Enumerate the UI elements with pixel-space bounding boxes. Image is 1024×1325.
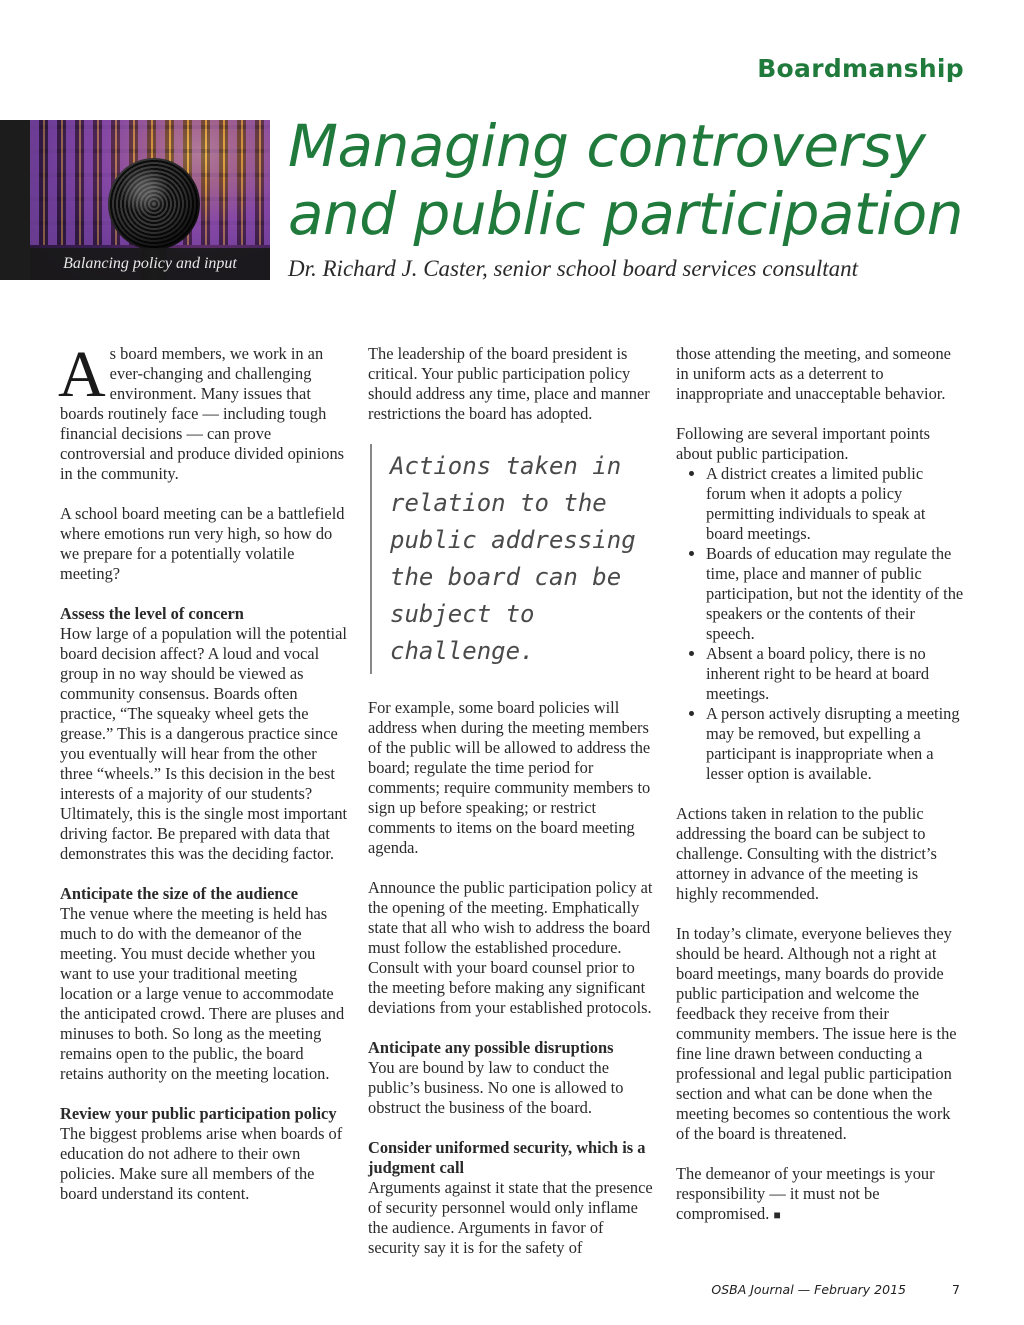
column-3 — [676, 344, 964, 1245]
bullet-list — [676, 464, 964, 784]
subheading-audience: Anticipate the size of the audience — [60, 884, 299, 903]
paragraph: For example, some board policies will address when during the meeting members of the public will be allowed to address the board; regulate the time period for comments; require community members to sign up before speaking; or restrict comments to items on the board meeting agenda. — [368, 698, 651, 857]
list-item: • A person actively disrupting a meeting may be removed, but expelling a participant is inappropriate when a lesser option is available. — [706, 704, 964, 784]
intro-paragraph — [58, 338, 348, 484]
paragraph: A school board meeting can be a battlefield where emotions run very high, so how do we prepare for a potentially volatile meeting? — [60, 504, 345, 583]
subheading-review: Review your public participation policy — [60, 1104, 337, 1123]
paragraph: You are bound by law to conduct the public’s business. No one is allowed to obstruct the business of the board. — [368, 1058, 624, 1117]
subheading-assess: Assess the level of concern — [60, 604, 244, 623]
drop-cap: A — [58, 338, 106, 411]
section-label: Boardmanship — [757, 54, 964, 83]
intro-text: s board members, we work in an ever-changing and challenging environment. Many issues that boards routinely face — including tough financial decisions — can prove controversial and produce divided opinions in the community. — [60, 344, 345, 483]
title-line-1: Managing controversy — [288, 112, 926, 180]
paragraph: Announce the public participation policy at the opening of the meeting. Emphatically state that all who wish to address the board must follow the established procedure. Consult with your board counsel prior to the meeting before making any significant deviations from your established protocols. — [368, 878, 653, 1017]
title-line-2: and public participation — [288, 180, 964, 248]
byline: Dr. Richard J. Caster, senior school board services consultant — [288, 256, 859, 281]
column-1 — [58, 338, 348, 1224]
paragraph: Actions taken in relation to the public addressing the board can be subject to challenge. Consulting with the district’s attorney in advance of the meeting is highly recommended. — [676, 804, 937, 903]
list-item: • Boards of education may regulate the time, place and manner of public participation, but not the identity of the speakers or the contents of their speech. — [706, 544, 964, 644]
paragraph: Following are several important points about public participation. — [676, 424, 931, 463]
journal-footer: OSBA Journal — February 2015 — [711, 1282, 906, 1297]
hero-image-block — [0, 120, 270, 280]
subheading-disruptions: Anticipate any possible disruptions — [368, 1038, 614, 1057]
paragraph: How large of a population will the potential board decision affect? A loud and vocal group in no way should be viewed as community consensus. Boards often practice, “The squeaky wheel gets the grease.” This is a dangerous practice since you eventually will hear from the other three “wheels.” Is this decision in the best interests of a majority of our students? Ultimately, this is the single most important driving factor. Be prepared with data that demonstrates this was the deciding factor. — [60, 624, 348, 863]
hero-side-bar — [0, 120, 30, 280]
list-item: • A district creates a limited public forum when it adopts a policy permitting individuals to speak at board meetings. — [706, 464, 964, 544]
image-caption: Balancing policy and input — [30, 248, 270, 280]
list-item: • Absent a board policy, there is no inherent right to be heard at board meetings. — [706, 644, 964, 704]
subheading-security: Consider uniformed security, which is a judgment call — [368, 1138, 646, 1177]
page-number: 7 — [952, 1282, 960, 1297]
paragraph: The biggest problems arise when boards of education do not adhere to their own policies. Make sure all members of the board understand its content. — [60, 1124, 343, 1203]
paragraph: Arguments against it state that the presence of security personnel would only inflame the audience. Arguments in favor of security say it is for the safety of — [368, 1178, 653, 1257]
article-title — [288, 112, 988, 248]
microphone-icon — [108, 158, 200, 250]
column-2 — [368, 344, 656, 1278]
paragraph: those attending the meeting, and someone in uniform acts as a deterrent to inappropriate and unacceptable behavior. — [676, 344, 951, 403]
closing-paragraph — [676, 1164, 964, 1225]
paragraph: The leadership of the board president is critical. Your public participation policy should address any time, place and manner restrictions the board has adopted. — [368, 344, 650, 423]
paragraph: In today’s climate, everyone believes they should be heard. Although not a right at board meetings, many boards do provide public participation and welcome the feedback they receive from their community members. The issue here is the fine line drawn between conducting a professional and legal public participation section and what can be done when the meeting becomes so contentious the work of the board is threatened. — [676, 924, 957, 1143]
pull-quote: Actions taken in relation to the public addressing the board can be subject to challenge. — [370, 444, 656, 674]
paragraph: The venue where the meeting is held has much to do with the demeanor of the meeting. You must decide whether you want to use your traditional meeting location or a large venue to accommodate the anticipated crowd. There are pluses and minuses to both. So long as the meeting remains open to the public, the board retains authority on the meeting location. — [60, 904, 345, 1083]
end-mark-icon: ■ — [773, 1208, 781, 1222]
closing-text: The demeanor of your meetings is your responsibility — it must not be compromised. — [676, 1164, 935, 1223]
